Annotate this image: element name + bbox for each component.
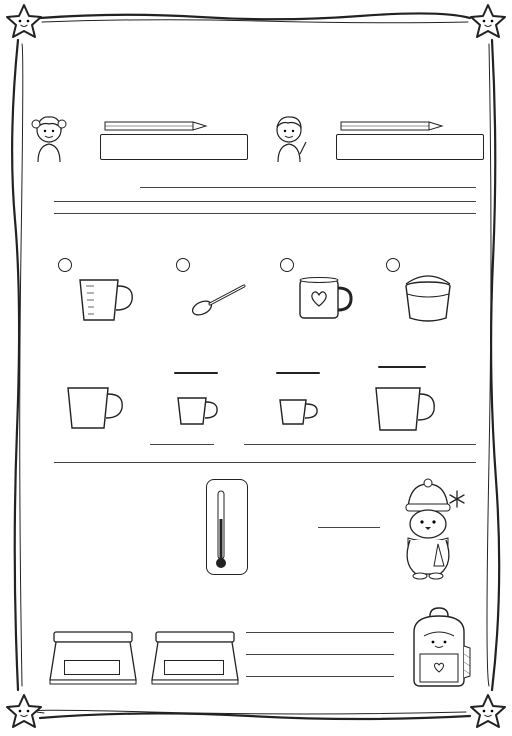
half-cup-icon xyxy=(174,394,226,428)
bucket-icon xyxy=(400,274,456,324)
tablespoon-icon xyxy=(190,282,250,316)
pencil-icon xyxy=(340,120,450,134)
measuring-cup-icon xyxy=(74,276,144,324)
option-d-marker[interactable] xyxy=(386,258,400,272)
scale-b-display xyxy=(164,660,224,675)
scale-a-display xyxy=(64,660,120,675)
star-icon xyxy=(4,692,44,732)
scale-b-icon xyxy=(148,630,242,686)
ruler-ticks xyxy=(101,135,247,145)
two-cups-icon xyxy=(372,384,442,434)
answer-line[interactable] xyxy=(54,462,476,463)
cup-label xyxy=(378,366,426,368)
star-icon xyxy=(4,2,44,42)
snowflake-icon xyxy=(448,490,466,508)
pencil-icon xyxy=(104,120,214,134)
ruler xyxy=(100,134,248,160)
star-icon xyxy=(468,692,508,732)
option-c-marker[interactable] xyxy=(280,258,294,272)
answer-line[interactable] xyxy=(244,444,476,445)
option-b-marker[interactable] xyxy=(176,258,190,272)
answer-line[interactable] xyxy=(140,187,476,188)
boy-illustration xyxy=(268,110,310,165)
cup-label xyxy=(174,372,218,374)
answer-line[interactable] xyxy=(246,632,394,633)
thermometer-tube xyxy=(206,479,246,573)
option-a-marker[interactable] xyxy=(58,258,72,272)
answer-line[interactable] xyxy=(150,444,214,445)
temperature-answer-line[interactable] xyxy=(318,527,380,528)
answer-line[interactable] xyxy=(246,654,394,655)
answer-line[interactable] xyxy=(246,676,394,677)
mug-icon xyxy=(296,276,356,322)
star-icon xyxy=(468,2,508,42)
answer-line[interactable] xyxy=(54,213,476,214)
answer-line[interactable] xyxy=(54,201,476,202)
one-cup-icon xyxy=(64,384,128,430)
cup-label xyxy=(276,372,320,374)
scale-a-icon xyxy=(46,630,140,686)
ruler-ticks xyxy=(337,135,483,145)
backpack-illustration xyxy=(406,606,472,688)
thermometer-mercury xyxy=(220,519,223,563)
girl-illustration xyxy=(28,110,70,165)
quarter-cup-icon xyxy=(276,394,326,428)
ruler xyxy=(336,134,484,160)
